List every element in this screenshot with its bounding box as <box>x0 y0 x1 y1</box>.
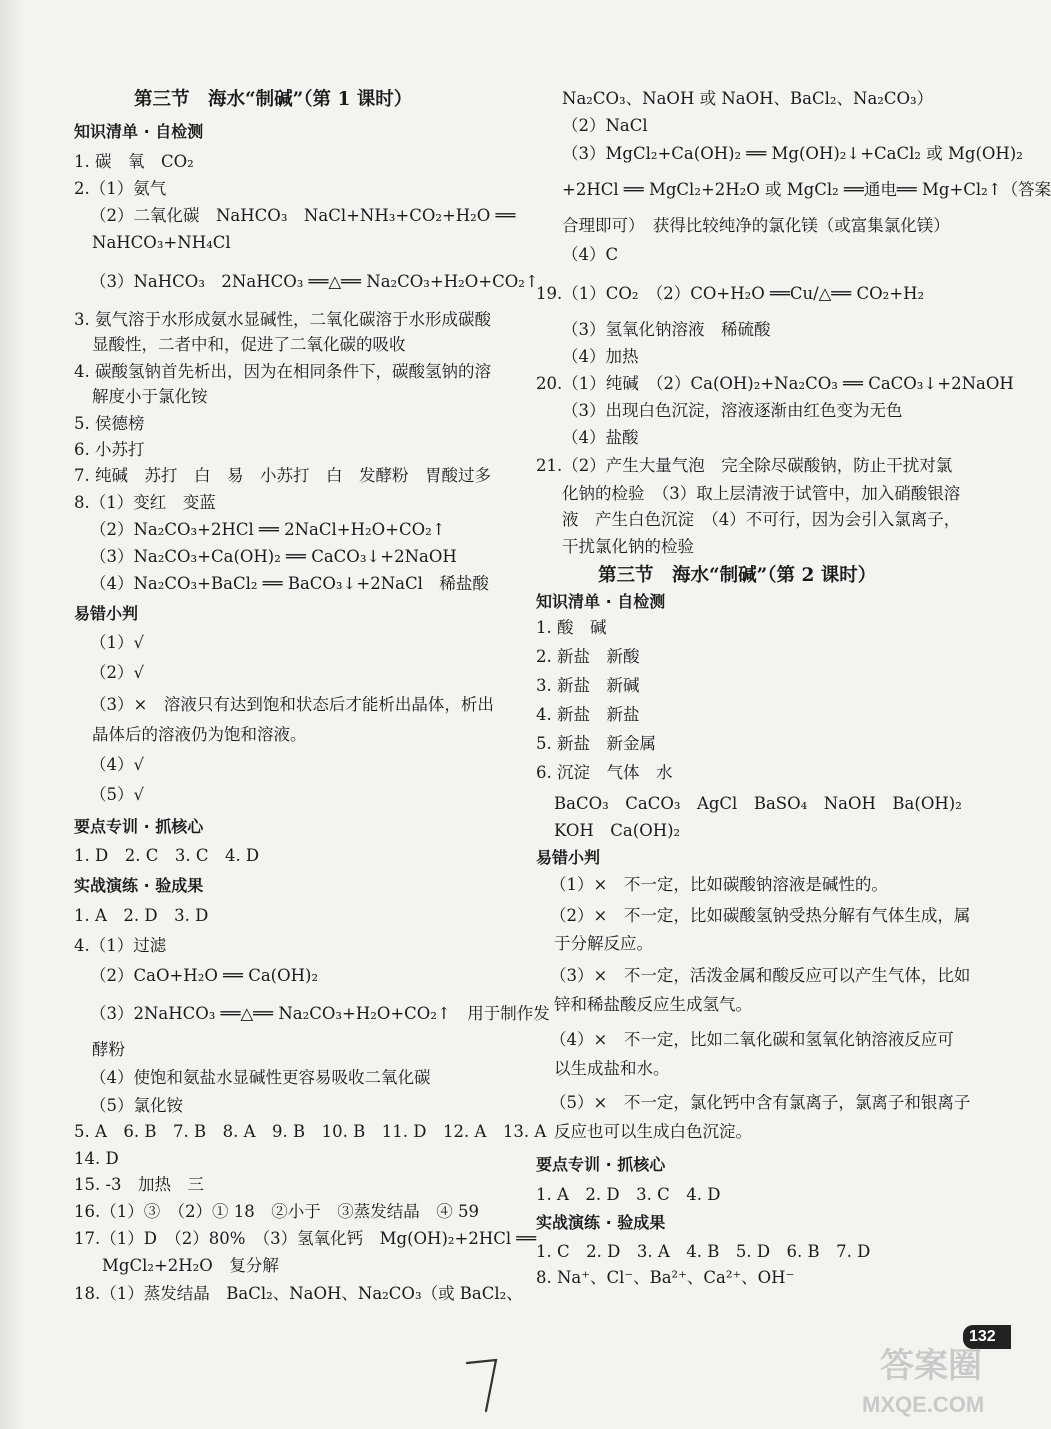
section-heading: 要点专训 · 抓核心 <box>74 817 204 836</box>
section-heading: 易错小判 <box>536 848 601 867</box>
answer-line: MgCl₂+2H₂O 复分解 <box>102 1256 279 1275</box>
answer-line: 5. 新盐 新金属 <box>536 734 656 753</box>
watermark-url: MXQE.COM <box>862 1392 985 1417</box>
answer-line: 晶体后的溶液仍为饱和溶液。 <box>92 725 307 744</box>
answer-line: 干扰氯化钠的检验 <box>562 537 694 556</box>
answer-line: 4. 碳酸氢钠首先析出，因为在相同条件下，碳酸氢钠的溶 <box>74 362 491 381</box>
answer-line: （3）出现白色沉淀，溶液逐渐由红色变为无色 <box>562 401 903 420</box>
section-heading: 实战演练 · 验成果 <box>74 876 204 895</box>
answer-line: 17.（1）D （2）80% （3）氢氧化钙 Mg(OH)₂+2HCl ══ <box>74 1229 537 1248</box>
section-heading: 要点专训 · 抓核心 <box>536 1155 666 1174</box>
answer-line: （4）盐酸 <box>562 428 639 447</box>
answer-line: 1. A 2. D 3. C 4. D <box>536 1185 721 1204</box>
page-number: 132 <box>963 1325 1011 1349</box>
answer-line: （2）Na₂CO₃+2HCl ══ 2NaCl+H₂O+CO₂↑ <box>90 520 446 539</box>
answer-line: 5. 侯德榜 <box>74 414 145 433</box>
answer-line: （3）× 不一定，活泼金属和酸反应可以产生气体，比如 <box>550 966 971 985</box>
answer-line: 6. 小苏打 <box>74 440 145 459</box>
answer-line: 8. Na⁺、Cl⁻、Ba²⁺、Ca²⁺、OH⁻ <box>536 1268 795 1287</box>
answer-line: 锌和稀盐酸反应生成氢气。 <box>554 995 752 1014</box>
section-heading: 实战演练 · 验成果 <box>536 1213 666 1232</box>
answer-line: 解度小于氯化铵 <box>92 387 208 406</box>
section-heading: 知识清单 · 自检测 <box>536 592 666 611</box>
answer-line: 16.（1）③ （2）① 18 ②小于 ③蒸发结晶 ④ 59 <box>74 1202 479 1221</box>
answer-line: Na₂CO₃、NaOH 或 NaOH、BaCl₂、Na₂CO₃） <box>562 89 934 108</box>
watermark-logo: 答案圈 <box>880 1346 982 1386</box>
answer-line: （4）Na₂CO₃+BaCl₂ ══ BaCO₃↓+2NaCl 稀盐酸 <box>90 574 489 593</box>
answer-line: 18.（1）蒸发结晶 BaCl₂、NaOH、Na₂CO₃（或 BaCl₂、 <box>74 1284 523 1303</box>
answer-line: 4. 新盐 新盐 <box>536 705 640 724</box>
answer-line: 1. C 2. D 3. A 4. B 5. D 6. B 7. D <box>536 1242 871 1261</box>
answer-line: 14. D <box>74 1149 119 1168</box>
answer-line: （5）× 不一定，氯化钙中含有氯离子，氯离子和银离子 <box>550 1093 971 1112</box>
answer-line: （5）√ <box>90 785 145 804</box>
answer-line: （3）氢氧化钠溶液 稀硫酸 <box>562 320 771 339</box>
answer-line: 显酸性，二者中和，促进了二氧化碳的吸收 <box>92 335 406 354</box>
answer-line: 15. -3 加热 三 <box>74 1175 205 1194</box>
answer-line: 1. 碳 氧 CO₂ <box>74 152 194 171</box>
answer-line: （3）NaHCO₃ 2NaHCO₃ ══△══ Na₂CO₃+H₂O+CO₂↑ <box>90 272 539 291</box>
answer-line: （3）Na₂CO₃+Ca(OH)₂ ══ CaCO₃↓+2NaOH <box>90 547 457 566</box>
answer-line: 20.（1）纯碱 （2）Ca(OH)₂+Na₂CO₃ ══ CaCO₃↓+2NaOH <box>536 374 1014 393</box>
answer-line: 21.（2）产生大量气泡 完全除尽碳酸钠，防止干扰对氯 <box>536 456 953 475</box>
answer-line: 化钠的检验 （3）取上层清液于试管中，加入硝酸银溶 <box>562 484 961 503</box>
answer-line: （3）× 溶液只有达到饱和状态后才能析出晶体，析出 <box>90 695 494 714</box>
answer-line: 液 产生白色沉淀 （4）不可行，因为会引入氯离子， <box>562 510 961 529</box>
answer-line: 6. 沉淀 气体 水 <box>536 763 673 782</box>
answer-line: （2）× 不一定，比如碳酸氢钠受热分解有气体生成，属 <box>550 906 971 925</box>
section-title: 第三节 海水“制碱”（第 1 课时） <box>134 89 413 110</box>
answer-line: （1）× 不一定，比如碳酸钠溶液是碱性的。 <box>550 875 888 894</box>
answer-line: 1. 酸 碱 <box>536 618 607 637</box>
answer-line: （2）NaCl <box>562 116 648 135</box>
answer-line: 2. 新盐 新酸 <box>536 647 640 666</box>
answer-line: （2）CaO+H₂O ══ Ca(OH)₂ <box>90 966 319 985</box>
answer-line: 5. A 6. B 7. B 8. A 9. B 10. B 11. D 12. A 13. A <box>74 1122 547 1141</box>
answer-line: 合理即可） 获得比较纯净的氯化镁（或富集氯化镁） <box>562 216 950 235</box>
section-heading: 易错小判 <box>74 604 139 623</box>
answer-line: 反应也可以生成白色沉淀。 <box>554 1122 752 1141</box>
answer-line: （4）√ <box>90 755 145 774</box>
answer-line: （4）使饱和氨盐水显碱性更容易吸收二氧化碳 <box>90 1068 431 1087</box>
answer-line: 于分解反应。 <box>554 934 653 953</box>
answer-line: 酵粉 <box>92 1040 125 1059</box>
answer-line: （2）二氧化碳 NaHCO₃ NaCl+NH₃+CO₂+H₂O ══ <box>90 206 516 225</box>
answer-line: （4）加热 <box>562 347 639 366</box>
answer-line: 2.（1）氨气 <box>74 179 167 198</box>
answer-line: 3. 新盐 新碱 <box>536 676 640 695</box>
answer-line: KOH Ca(OH)₂ <box>554 821 681 840</box>
answer-line: （1）√ <box>90 633 145 652</box>
answer-line: NaHCO₃+NH₄Cl <box>92 233 231 252</box>
answer-line: 19.（1）CO₂ （2）CO+H₂O ══Cu/△══ CO₂+H₂ <box>536 284 925 303</box>
section-heading: 知识清单 · 自检测 <box>74 122 204 141</box>
handwritten-mark <box>462 1355 502 1415</box>
answer-line: （4）× 不一定，比如二氧化碳和氢氧化钠溶液反应可 <box>550 1030 954 1049</box>
answer-line: （3）2NaHCO₃ ══△══ Na₂CO₃+H₂O+CO₂↑ 用于制作发 <box>90 1004 550 1023</box>
answer-line: 3. 氨气溶于水形成氨水显碱性，二氧化碳溶于水形成碳酸 <box>74 310 491 329</box>
answer-line: 8.（1）变红 变蓝 <box>74 493 216 512</box>
answer-line: （3）MgCl₂+Ca(OH)₂ ══ Mg(OH)₂↓+CaCl₂ 或 Mg(OH)₂ <box>562 144 1023 163</box>
answer-line: 7. 纯碱 苏打 白 易 小苏打 白 发酵粉 胃酸过多 <box>74 466 491 485</box>
answer-line: 1. A 2. D 3. D <box>74 906 209 925</box>
answer-line: （5）氯化铵 <box>90 1096 183 1115</box>
section-title: 第三节 海水“制碱”（第 2 课时） <box>598 565 877 586</box>
answer-line: 1. D 2. C 3. C 4. D <box>74 846 260 865</box>
answer-line: 以生成盐和水。 <box>554 1059 670 1078</box>
answer-line: （2）√ <box>90 663 145 682</box>
answer-line: （4）C <box>562 245 619 264</box>
answer-line: 4.（1）过滤 <box>74 936 167 955</box>
answer-line: BaCO₃ CaCO₃ AgCl BaSO₄ NaOH Ba(OH)₂ <box>554 794 962 813</box>
answer-line: +2HCl ══ MgCl₂+2H₂O 或 MgCl₂ ══通电══ Mg+Cl₂↑（答案 <box>562 180 1051 199</box>
page-edge-shadow <box>0 0 26 1429</box>
